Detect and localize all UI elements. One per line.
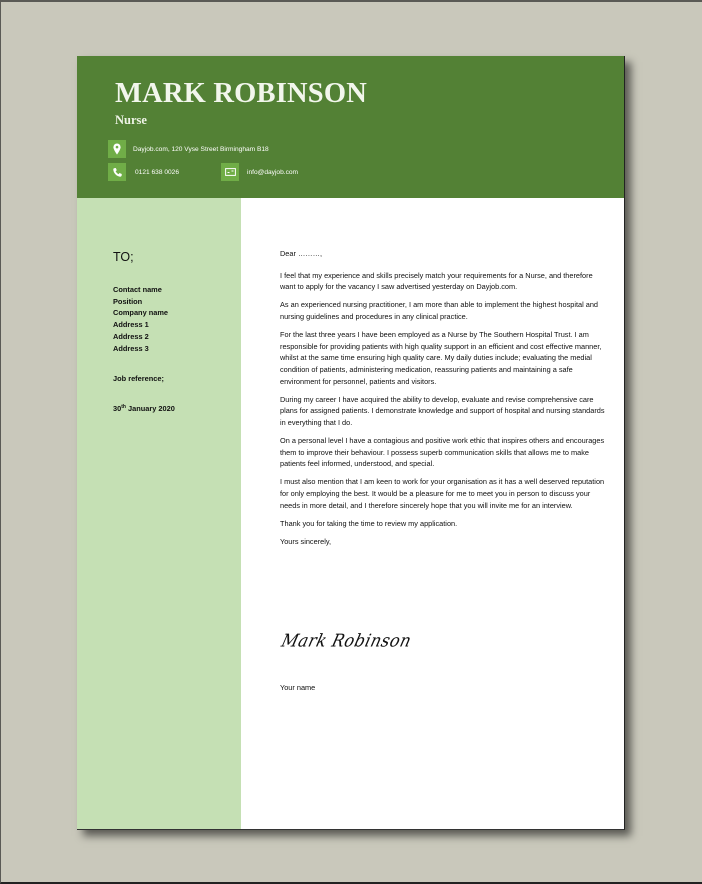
recipient-company-name: Company name bbox=[113, 308, 169, 318]
recipient-position: Position bbox=[113, 296, 143, 306]
paragraph-interview: I must also mention that I am keen to work for your organisation as it has a well deserved reputation for only employing the best. It would be a pleasure for me to meet you in person to discuss your needs in more detail, and I therefore sincerely hope that you will invite me for an interview. bbox=[280, 477, 605, 510]
phone-icon bbox=[108, 163, 126, 181]
header-banner bbox=[77, 56, 624, 198]
email-link[interactable]: info@dayjob.com bbox=[247, 168, 299, 176]
paragraph-thanks: Thank you for taking the time to review my application. bbox=[280, 518, 458, 528]
letter-body bbox=[280, 248, 610, 554]
to-label: TO; bbox=[113, 250, 134, 264]
paragraph-current-role: For the last three years I have been employed as a Nurse by The Southern Hospital Trust. I am responsible for providing patients with high quality support in an efficient and cost effective manner, whilst at the same time ensuring high quality care. My daily duties include; evaluating the medial condition of patients, administering medication, reassuring patients and maintaining a safe environment for personnel, patients and visitors. bbox=[280, 330, 602, 386]
paragraph-intro: I feel that my experience and skills precisely match your requirements for a Nurse, and therefore want to apply for the vacancy I saw advertised yesterday on Dayjob.com. bbox=[280, 270, 593, 292]
date-suffix: th bbox=[121, 404, 126, 410]
date-month-year: January 2020 bbox=[125, 404, 175, 413]
recipient-address-1: Address 1 bbox=[113, 320, 149, 330]
applicant-name: MARK ROBINSON bbox=[115, 78, 367, 109]
paragraph-experience: As an experienced nursing practitioner, I am more than able to implement the highest hospital and nursing guidelines and procedures in any clinical practice. bbox=[280, 300, 599, 321]
recipient-contact-name: Contact name bbox=[113, 285, 162, 294]
job-reference-label: Job reference; bbox=[113, 374, 164, 383]
signature: Mark Robinson bbox=[279, 630, 414, 651]
recipient-sidebar bbox=[77, 198, 241, 829]
envelope-icon bbox=[221, 163, 239, 181]
address-text: Dayjob.com, 120 Vyse Street Birmingham B18 bbox=[133, 145, 269, 153]
contact-email bbox=[221, 163, 298, 181]
paragraph-personal: On a personal level I have a contagious and positive work ethic that inspires others and encourages them to improve their behaviour. I possess superb communication skills that allows me to make patients feel informed, understood, and special. bbox=[280, 436, 605, 469]
contact-phone bbox=[108, 163, 179, 181]
your-name-label: Your name bbox=[280, 683, 316, 692]
phone-text: 0121 638 0026 bbox=[135, 168, 180, 176]
paragraph-career: During my career I have acquired the ability to develop, evaluate and revise comprehensive care plans for assigned patients. I demonstrate knowledge and support of hospital and nursing standards in everything that I do. bbox=[280, 394, 605, 427]
cover-letter-page bbox=[77, 56, 625, 830]
recipient-block bbox=[113, 284, 168, 354]
contact-address bbox=[108, 140, 269, 158]
map-pin-icon bbox=[108, 140, 126, 158]
applicant-job-title: Nurse bbox=[115, 113, 147, 127]
letter-date bbox=[113, 404, 175, 413]
salutation: Dear ………, bbox=[280, 249, 323, 258]
date-day: 30 bbox=[113, 404, 122, 413]
closing: Yours sincerely, bbox=[280, 537, 332, 547]
recipient-address-2: Address 2 bbox=[113, 331, 149, 341]
recipient-address-3: Address 3 bbox=[113, 343, 149, 353]
